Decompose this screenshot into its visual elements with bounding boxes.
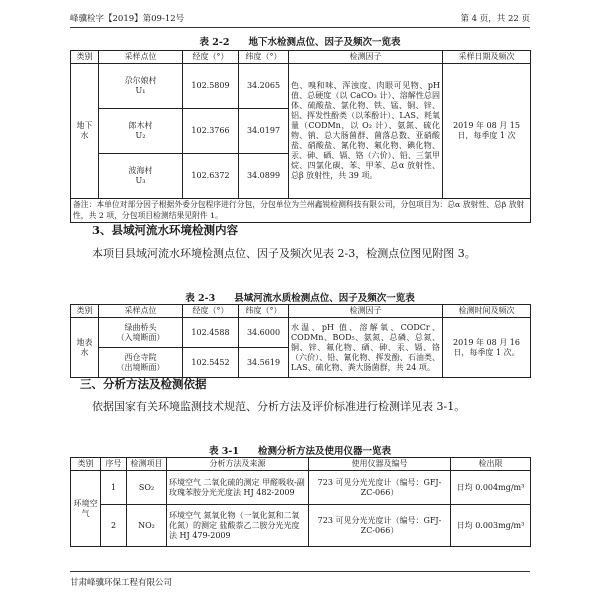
page-number: 第 4 页，共 22 页: [460, 14, 530, 24]
cell-type: 地下水: [71, 64, 99, 199]
col-instrument: 使用仪器及编号: [309, 458, 451, 471]
cell-freq: 2019 年 08 月 16 日，每季度 1 次。: [443, 318, 531, 378]
col-item: 检测项目: [127, 458, 167, 471]
cell-lat: 34.2065: [239, 64, 289, 109]
cell-site: [99, 348, 183, 378]
table-row: [71, 471, 531, 505]
cell-lat: 34.0197: [239, 109, 289, 154]
col-factors: 检测因子: [289, 51, 443, 64]
site-name: 绿曲桥头: [124, 322, 157, 332]
page-header: [70, 12, 530, 26]
cell-limit: 日均 0.004mg/m³: [451, 471, 531, 505]
cell-type: 环境空气: [71, 471, 101, 547]
cell-method: 环境空气 二氧化硫的测定 甲醛吸收-副玫瑰苯胺分光光度法 HJ 482-2009: [167, 471, 309, 505]
cell-type: 地表水: [71, 318, 99, 378]
col-lat: 纬度（°）: [239, 305, 289, 318]
cell-freq: 2019 年 08 月 15 日，每季度 1 次: [443, 64, 531, 199]
col-factors: 检测因子: [289, 305, 443, 318]
site-name: 郎木村: [128, 121, 153, 130]
header-divider: [70, 27, 530, 28]
table-2-3-caption: 表 2-3 县域河流水质检测点位、因子及频次一览表: [185, 293, 415, 304]
site-name: 西仓寺院: [124, 352, 157, 362]
site-code: U₂: [135, 131, 146, 140]
cell-lon: 102.3766: [183, 109, 239, 154]
table-note-row: [71, 199, 531, 223]
site-code: （出境断面）: [116, 362, 165, 372]
site-name: 尕尔娘村: [124, 76, 157, 85]
site-code: U₁: [135, 86, 146, 95]
col-no: 序号: [101, 458, 127, 471]
cell-lon: 102.5452: [183, 348, 239, 378]
col-lat: 纬度（°）: [239, 51, 289, 64]
col-lon: 经度（°）: [183, 305, 239, 318]
table-row: [71, 505, 531, 547]
cell-site: [99, 109, 183, 154]
col-lon: 经度（°）: [183, 51, 239, 64]
col-site: 采样点位: [99, 51, 183, 64]
table-note: 备注：本单位对部分因子根据外委分包程序进行分包，分包单位为兰州鑫锐检测科技有限公司，分包项目为：总α 放射性、总β 放射性，共 2 项，分包项目检测结果见附件 1。: [71, 199, 531, 223]
section-3-heading: 3、县域河流水环境检测内容: [92, 223, 239, 237]
site-name: 波海村: [128, 166, 153, 175]
cell-item: NO₂: [127, 505, 167, 547]
table-2-2-caption: 表 2-2 地下水检测点位、因子及频次一览表: [199, 37, 401, 48]
cell-site: [99, 154, 183, 199]
cell-site: [99, 318, 183, 348]
table-row: [71, 64, 531, 109]
doc-number: 峰骥检字【2019】第09-12号: [70, 14, 185, 24]
footer-divider: [70, 571, 530, 572]
table-2-2: [70, 50, 531, 223]
cell-instrument: 723 可见分光光度计（编号：GFJ-ZC-066）: [309, 505, 451, 547]
col-method: 分析方法及来源: [167, 458, 309, 471]
cell-lat: 34.0899: [239, 154, 289, 199]
table-header-row: [71, 458, 531, 471]
table-2-3: [70, 304, 531, 378]
col-limit: 检出限: [451, 458, 531, 471]
section-main-heading: 三、分析方法及检测依据: [80, 377, 207, 391]
table-3-1-caption: 表 3-1 检测分析方法及使用仪器一览表: [209, 446, 391, 457]
cell-limit: 日均 0.003mg/m³: [451, 505, 531, 547]
table-header-row: [71, 51, 531, 64]
cell-no: 2: [101, 505, 127, 547]
cell-instrument: 723 可见分光光度计（编号：GFJ-ZC-066）: [309, 471, 451, 505]
col-freq: 采样日期及频次: [443, 51, 531, 64]
cell-method: 环境空气 氮氧化物（一氧化氮和二氧化氮）的测定 盐酸萘乙二胺分光光度法 HJ 479-2009: [167, 505, 309, 547]
section-main-text: 依据国家有关环境监测技术规范、分析方法及评价标准进行检测详见表 3-1。: [92, 400, 466, 413]
cell-lon: 102.5809: [183, 64, 239, 109]
cell-lon: 102.6372: [183, 154, 239, 199]
col-freq: 检测时间及频次: [443, 305, 531, 318]
site-code: U₃: [135, 176, 146, 185]
col-type: 类别: [71, 51, 99, 64]
cell-no: 1: [101, 471, 127, 505]
section-3-text: 本项目县域河流水环境检测点位、因子及频次见表 2-3，检测点位图见附图 3。: [92, 247, 476, 260]
table-header-row: [71, 305, 531, 318]
cell-site: [99, 64, 183, 109]
col-type: 类别: [71, 458, 101, 471]
site-code: （入境断面）: [116, 332, 165, 342]
cell-item: SO₂: [127, 471, 167, 505]
cell-factors: 水温、pH 值、溶解氧、CODCr、CODMn、BOD₅、氨氮、总磷、总氮、铜、锌、氟化物、硒、砷、汞、镉、铬（六价）、铅、氰化物、挥发酚、石油类、LAS、硫化物、粪大肠菌群，共 24 项。: [289, 318, 443, 378]
table-row: [71, 318, 531, 348]
cell-factors: 色、嗅和味、浑浊度、肉眼可见物、pH 值、总硬度（以 CaCO₃ 计）、溶解性总固体、硫酸盐、氯化物、铁、锰、铜、锌、铝、挥发性酚类（以苯酚计）、LAS、耗氧量（CODMn，以 O₂ 计）、氨氮、硫化物、钠、总大肠菌群、菌落总数、亚硝酸盐、硝酸盐、氰化物、氟化物、碘化物、汞、砷、硒、镉、铬（六价）、铅、三氯甲烷、四氯化碳、苯、甲苯、总α 放射性、总β 放射性，共 39 项。: [289, 64, 443, 199]
table-3-1: [70, 457, 531, 547]
cell-lat: 34.5619: [239, 348, 289, 378]
col-type: 类别: [71, 305, 99, 318]
cell-lat: 34.6000: [239, 318, 289, 348]
cell-lon: 102.4588: [183, 318, 239, 348]
footer-company: 甘肃峰骥环保工程有限公司: [70, 578, 173, 588]
col-site: 采样点位: [99, 305, 183, 318]
